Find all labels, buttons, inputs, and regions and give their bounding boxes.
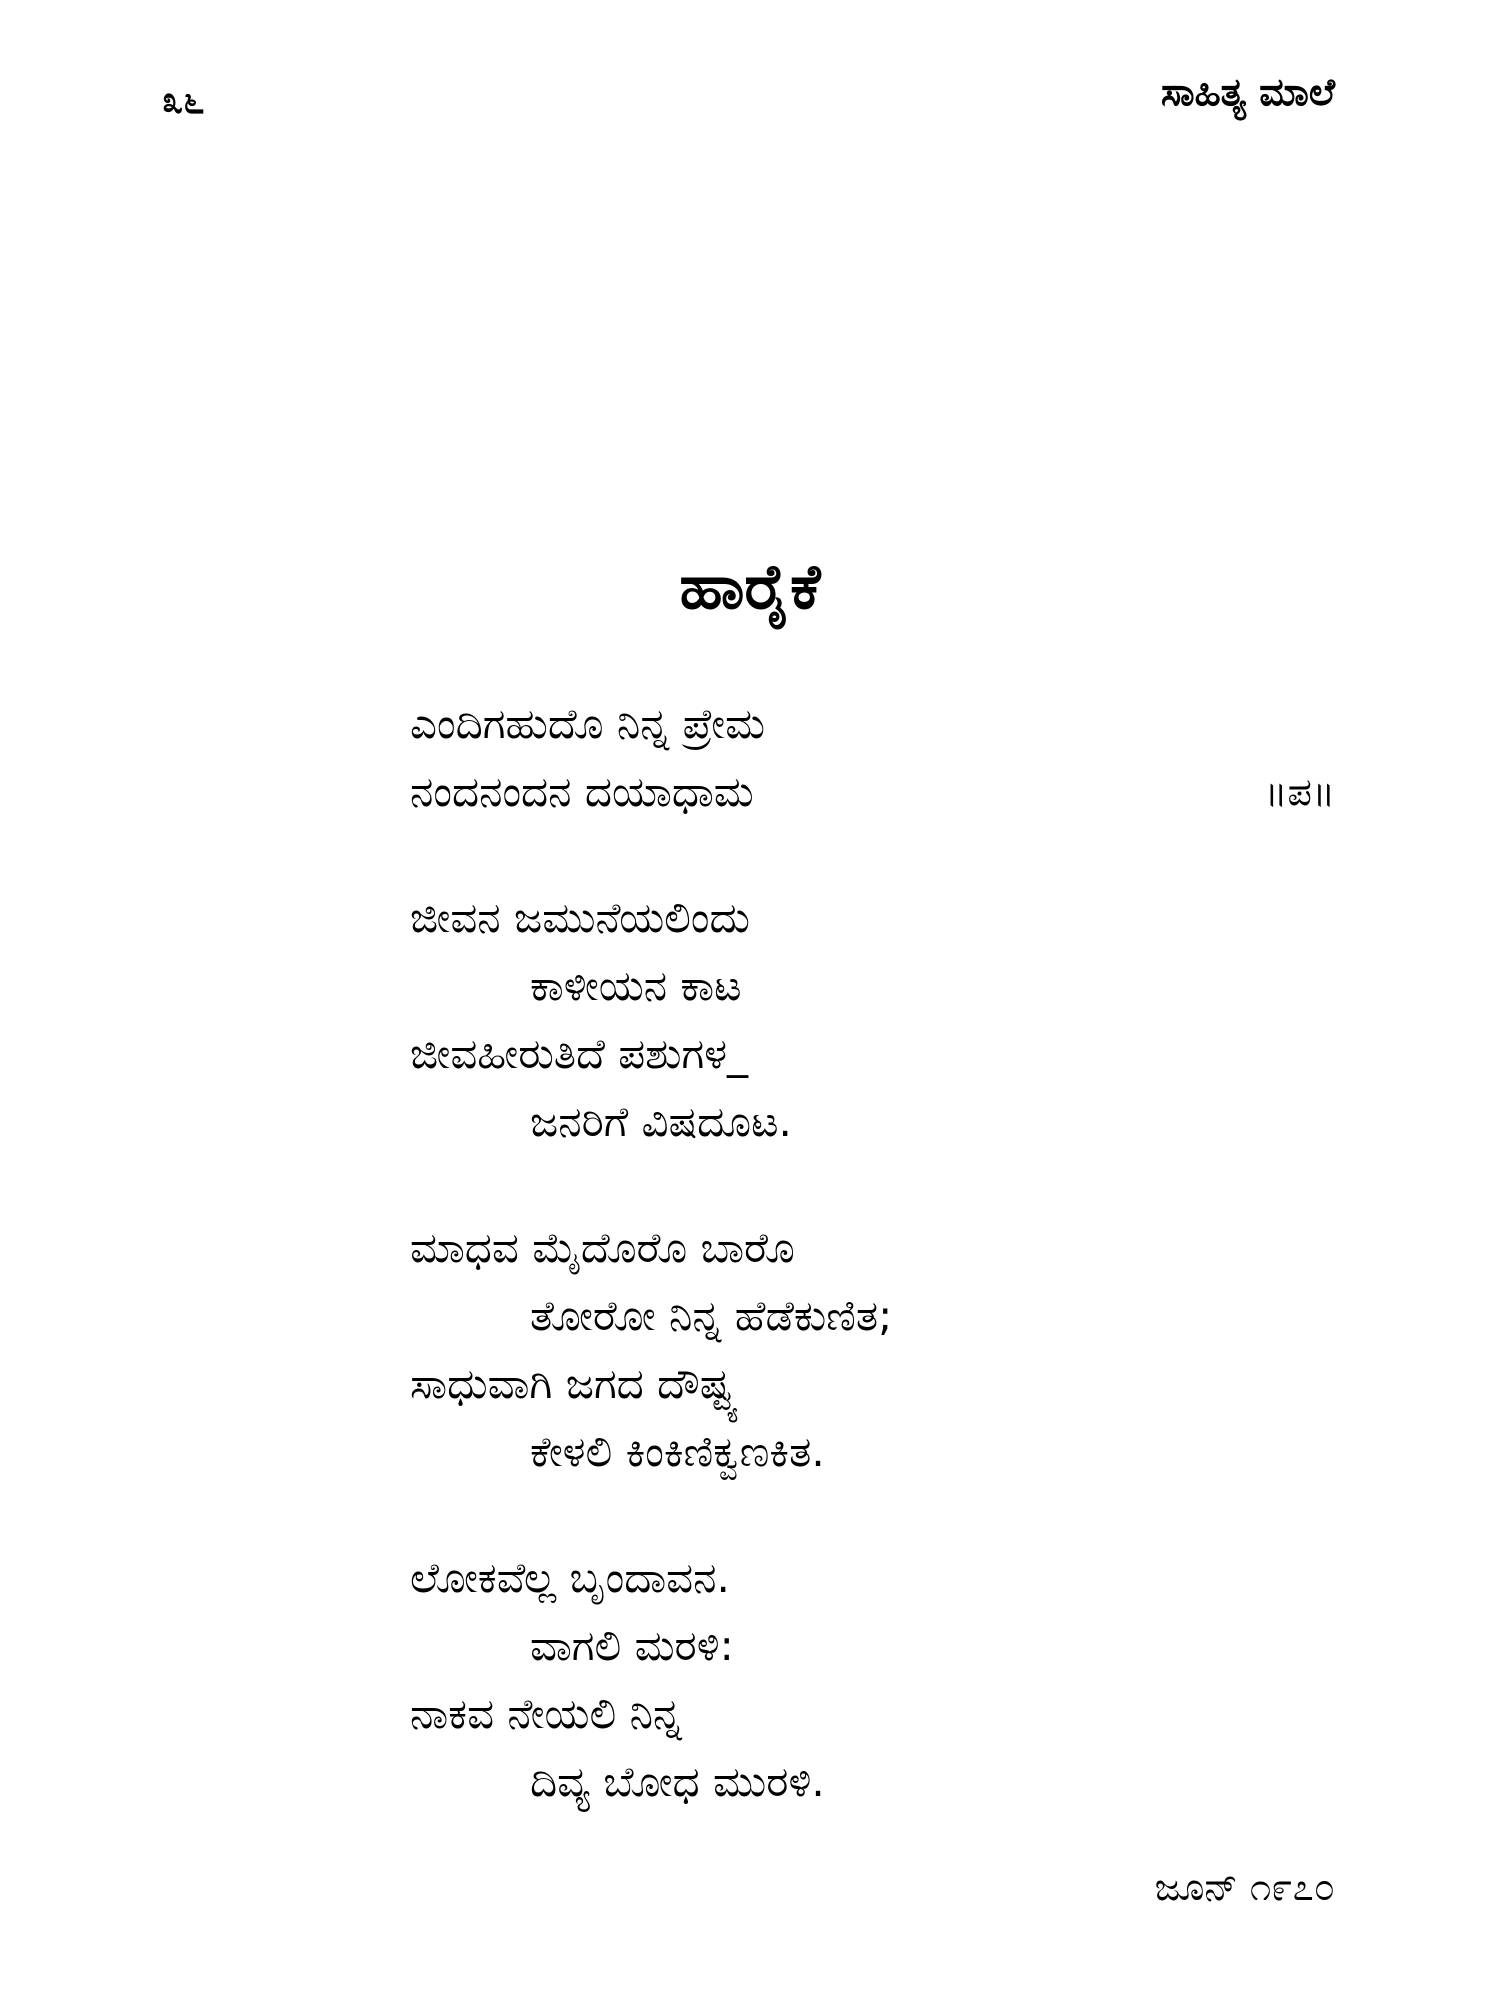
refrain-mark: ॥ಪ॥ — [1264, 770, 1335, 814]
poem-line: ವಾಗಲಿ ಮರಳಿ: — [530, 1621, 734, 1670]
poem-line: ದಿವ್ಯ ಬೋಧ ಮುರಳಿ. — [530, 1757, 825, 1806]
running-head: ಸಾಹಿತ್ಯ ಮಾಲೆ — [1160, 70, 1335, 114]
poem-line: ಜೀವನ ಜಮುನೆಯಲಿಂದು — [410, 893, 751, 942]
stanza — [410, 1214, 1360, 1486]
stanza-gap — [410, 826, 1360, 884]
poem-body — [410, 690, 1360, 1816]
poem-line — [410, 758, 1360, 826]
refrain — [410, 690, 1360, 826]
poem-line: ಲೋಕವೆಲ್ಲ ಬೃಂದಾವನ. — [410, 1553, 730, 1602]
poem-date: ಜೂನ್ ೧೯೭೦ — [1154, 1865, 1335, 1909]
page-number: ೩೬ — [162, 78, 205, 122]
stanza — [410, 884, 1360, 1156]
poem-line: ಸಾಧುವಾಗಿ ಜಗದ ದೌಷ್ಟ್ಯ — [410, 1359, 739, 1408]
poem-line: ಎಂದಿಗಹುದೊ ನಿನ್ನ ಪ್ರೇಮ — [410, 699, 766, 748]
poem-title: ಹಾರೈಕೆ — [679, 550, 821, 623]
poem-line: ನಾಕವ ನೇಯಲಿ ನಿನ್ನ — [410, 1689, 682, 1738]
poem-line: ಕಾಳೀಯನ ಕಾಟ — [530, 961, 742, 1010]
poem-line: ತೋರೋ ನಿನ್ನ ಹೆಡೆಕುಣಿತ; — [530, 1291, 893, 1340]
stanza-gap — [410, 1156, 1360, 1214]
stanza-gap — [410, 1486, 1360, 1544]
poem-line: ಕೇಳಲಿ ಕಿಂಕಿಣಿಕ್ವಣಕಿತ. — [530, 1427, 825, 1476]
stanza — [410, 1544, 1360, 1816]
poem-line: ಜೀವಹೀರುತಿದೆ ಪಶುಗಳ_ — [410, 1029, 749, 1078]
poem-line: ಮಾಧವ ಮೈದೊರೊ ಬಾರೊ — [410, 1223, 795, 1272]
poem-line: ಜನರಿಗೆ ವಿಷದೂಟ. — [530, 1097, 792, 1146]
poem-line-text: ನಂದನಂದನ ದಯಾಧಾಮ — [410, 767, 754, 816]
